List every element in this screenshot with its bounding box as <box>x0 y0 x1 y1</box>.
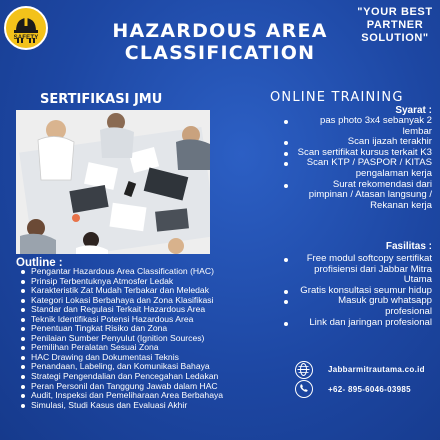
tagline-line-3: SOLUTION" <box>361 32 429 44</box>
syarat-heading: Syarat : <box>395 105 432 116</box>
outline-heading: Outline : <box>16 257 63 269</box>
fasilitas-item: Link dan jaringan profesional <box>282 318 432 329</box>
syarat-item: Surat rekomendasi dari pimpinan / Atasan langsung / Rekanan kerja <box>282 180 432 212</box>
website-link[interactable]: Jabbarmitrautama.co.id <box>328 365 425 374</box>
fasilitas-item: Masuk grub whatsapp profesional <box>282 296 432 317</box>
outline-item: Pengantar Hazardous Area Classification (HAC) <box>20 267 270 277</box>
outline-item: Penilaian Sumber Penyulut (Ignition Sources) <box>20 334 270 344</box>
syarat-list <box>282 116 432 211</box>
outline-item: Karakteristik Zat Mudah Terbakar dan Meledak <box>20 286 270 296</box>
outline-item: HAC Drawing dan Dokumentasi Teknis <box>20 353 270 363</box>
globe-icon <box>295 361 313 379</box>
fasilitas-list <box>282 254 432 328</box>
outline-item: Standar dan Regulasi Terkait Hazardous Area <box>20 305 270 315</box>
team-meeting-photo <box>16 110 210 254</box>
logo-text: SAFETY <box>13 35 39 41</box>
outline-item: Penentuan Tingkat Risiko dan Zona <box>20 324 270 334</box>
outline-list <box>20 267 270 410</box>
hard-hat-icon <box>6 8 46 48</box>
outline-item: Strategi Pengendalian dan Pencegahan Ledakan <box>20 372 270 382</box>
outline-item: Penandaan, Labeling, dan Komunikasi Bahaya <box>20 362 270 372</box>
syarat-item: Scan sertifikat kursus terkait K3 <box>282 148 432 159</box>
outline-item: Prinsip Terbentuknya Atmosfer Ledak <box>20 277 270 287</box>
outline-item: Peran Personil dan Tanggung Jawab dalam HAC <box>20 382 270 392</box>
outline-item: Teknik Identifikasi Potensi Hazardous Area <box>20 315 270 325</box>
title-line-1: HAZARDOUS AREA <box>112 20 328 42</box>
syarat-item: Scan ijazah terakhir <box>282 137 432 148</box>
syarat-item: Scan KTP / PASPOR / KITAS pengalaman kerja <box>282 158 432 179</box>
fasilitas-heading: Fasilitas : <box>385 241 432 252</box>
phone-number[interactable]: +62- 895-6046-03985 <box>328 385 411 394</box>
whatsapp-icon <box>295 380 313 398</box>
outline-item: Audit, Inspeksi dan Pemeliharaan Area Berbahaya <box>20 391 270 401</box>
title-line-2: CLASSIFICATION <box>124 42 316 64</box>
fasilitas-item: Free modul softcopy sertifikat profisiensi dari Jabbar Mitra Utama <box>282 254 432 286</box>
syarat-item: pas photo 3x4 sebanyak 2 lembar <box>282 116 432 137</box>
tagline-line-2: PARTNER <box>366 19 424 31</box>
outline-item: Pemilihan Peralatan Sesuai Zona <box>20 343 270 353</box>
page-title <box>100 20 340 64</box>
online-training-label: ONLINE TRAINING <box>270 90 404 105</box>
tagline-line-1: "YOUR BEST <box>357 6 433 18</box>
outline-item: Simulasi, Studi Kasus dan Evaluasi Akhir <box>20 401 270 411</box>
fasilitas-item: Gratis konsultasi seumur hidup <box>282 286 432 297</box>
outline-item: Kategori Lokasi Berbahaya dan Zona Klasifikasi <box>20 296 270 306</box>
tagline <box>352 6 438 45</box>
certification-label: SERTIFIKASI JMU <box>40 92 163 107</box>
safety-logo <box>4 6 48 50</box>
